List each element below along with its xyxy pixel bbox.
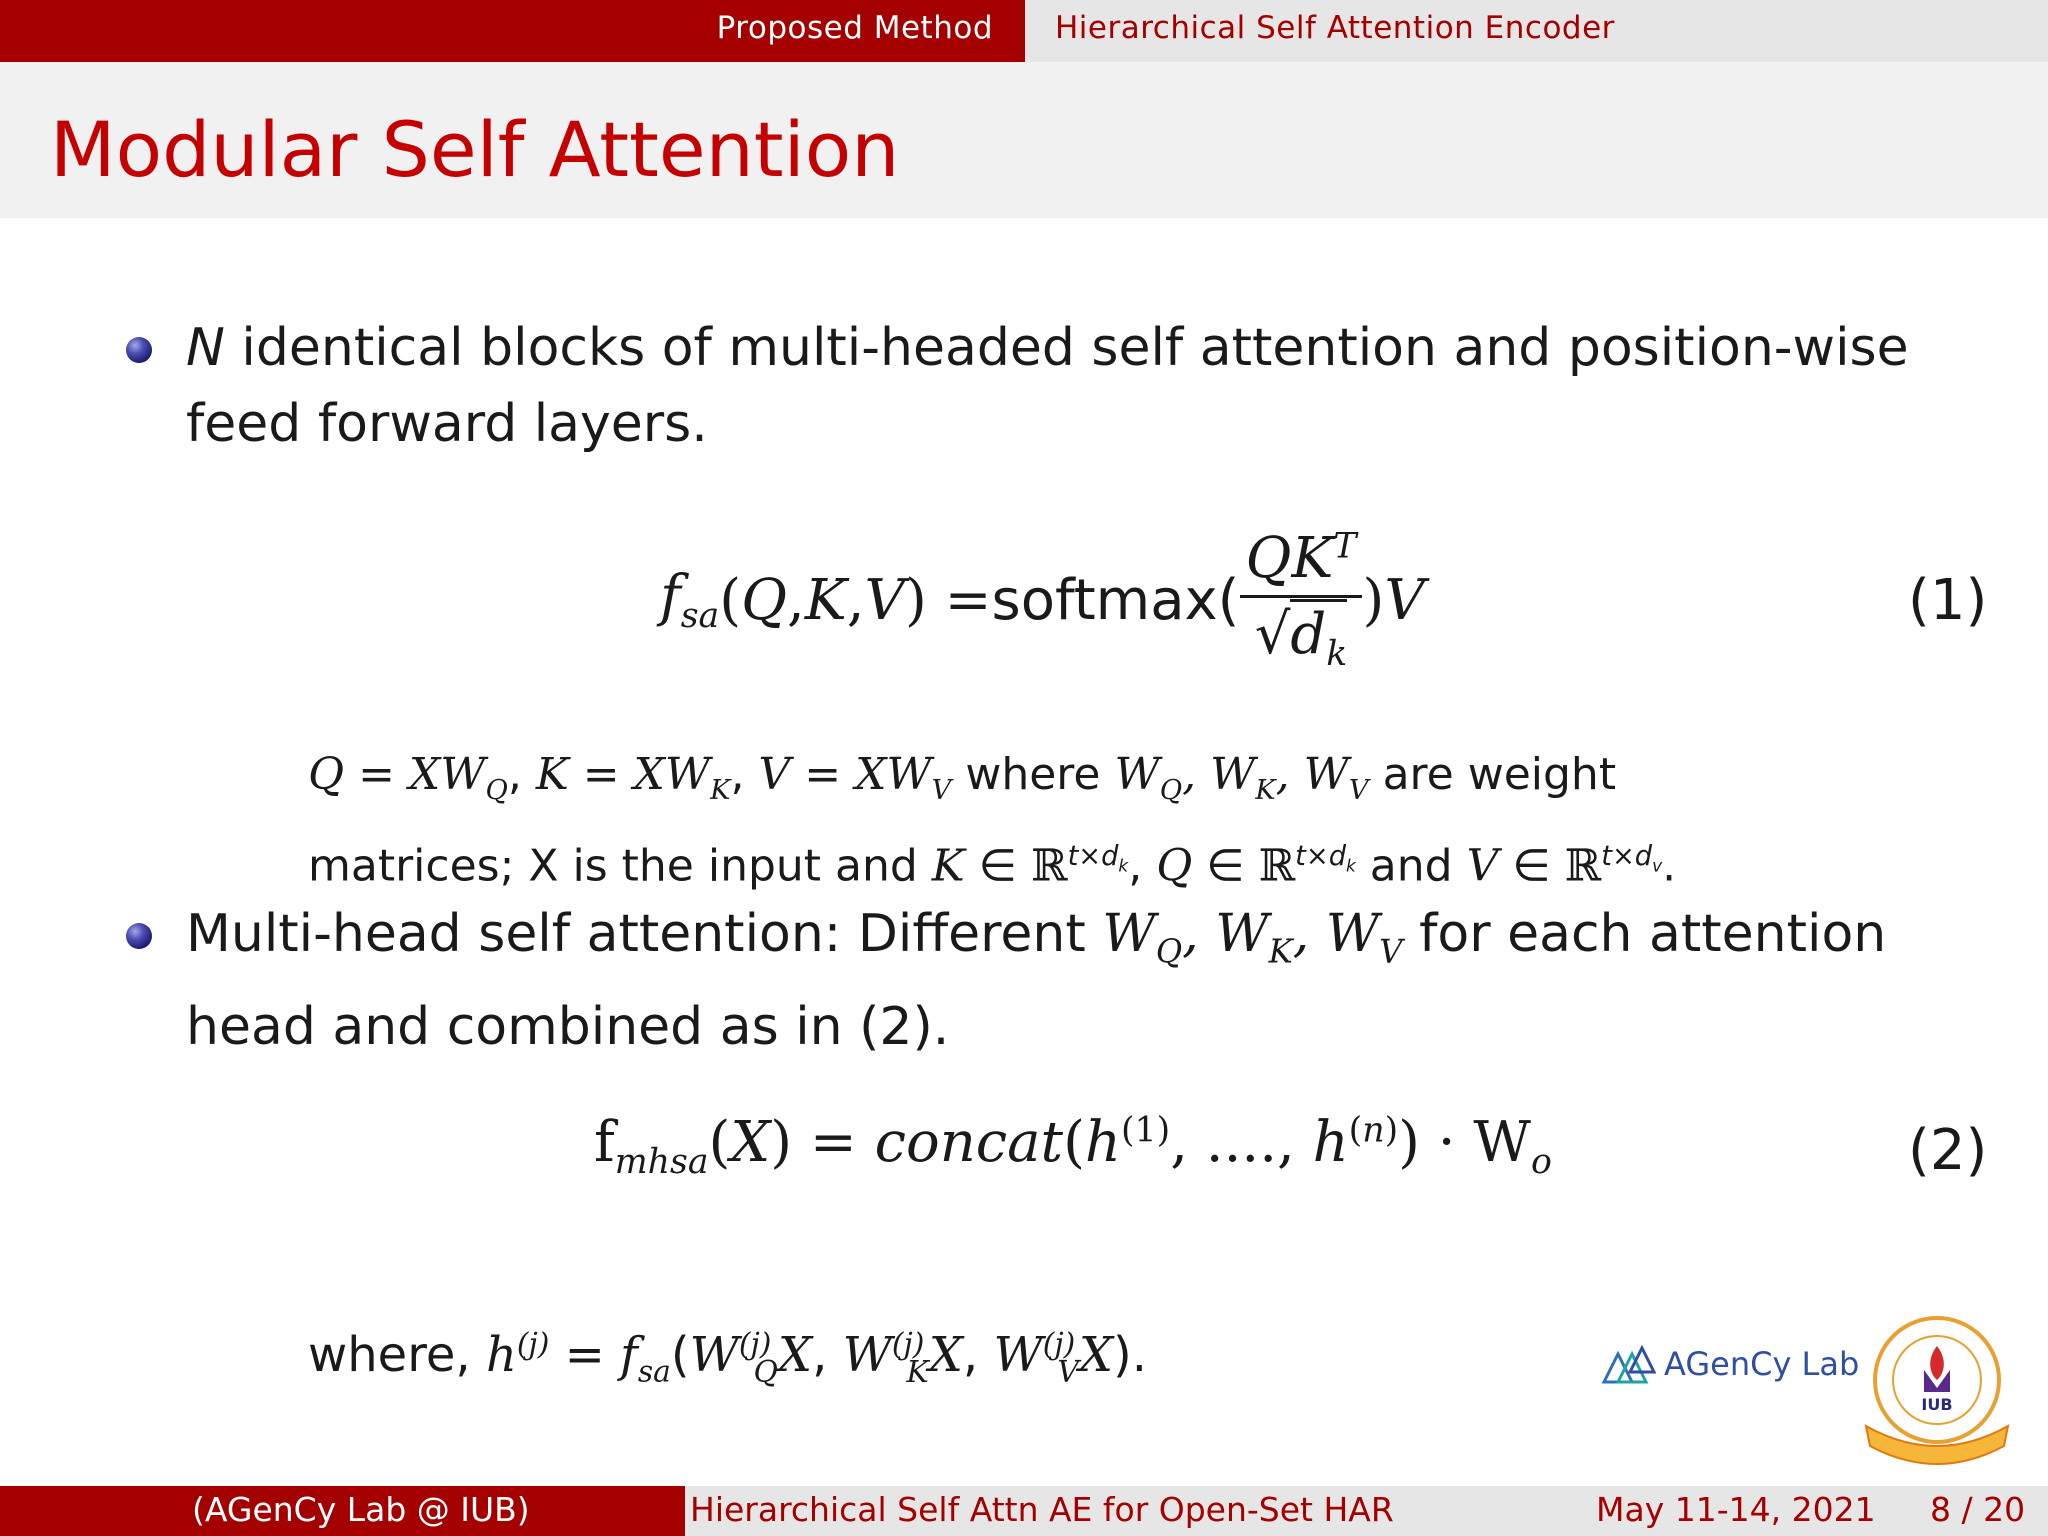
iub-seal-logo xyxy=(1846,1296,2028,1480)
bullet-1-text: identical blocks of multi-headed self attention and position-wise xyxy=(224,318,1909,378)
iub-seal-icon xyxy=(1846,1296,2028,1480)
slide-title: Modular Self Attention xyxy=(50,105,900,194)
header-subsection-bar xyxy=(1025,0,2048,62)
where-line: where, $h^{(j)} = f_{sa}(W^{(j)}_QX$, $W^{(j)}_KX$, $W^{(j)}_VX$). xyxy=(308,1327,1148,1390)
agency-lab-logo xyxy=(1600,1342,1859,1386)
eq2-concat: concat xyxy=(874,1110,1064,1175)
footer-author: (AGenCy Lab @ IUB) xyxy=(192,1490,530,1529)
note-are-weight: are weight xyxy=(1382,749,1617,800)
equation-1-number: (1) xyxy=(1908,568,1988,633)
footer-page-number: 8 / 20 xyxy=(1930,1490,2026,1529)
bullet-text-1 xyxy=(186,310,1986,462)
bullet-1-lead: N xyxy=(186,318,225,378)
bullet-1-text-line2: feed forward layers. xyxy=(186,394,708,454)
iub-seal-text: IUB xyxy=(1921,1395,1953,1414)
agency-lab-text: AGenCy Lab xyxy=(1664,1345,1860,1383)
bullet-2-text: Multi-head self attention: Different xyxy=(186,904,1103,964)
eq1-softmax: softmax( xyxy=(991,567,1240,633)
equation-1-note: $Q = XW_Q$, $K = XW_K$, $V = XW_V$ where $W_Q$, $W_K$, $W_V$ are weight matrices; X is the input and K ∈ ℝ$^{t\times d_k}$, Q ∈ ℝ$^{t\times d_k}$ and V ∈ ℝ$^{t\times d_v}$. xyxy=(308,749,1677,892)
bullet-2-text-line2: head and combined as in (2). xyxy=(186,997,950,1058)
equation-1: $f_{sa}$ ( Q , K , V ) = softmax( $\frac{QK^T}{√d_k}$ ) V xyxy=(660,525,1425,675)
note-and: and xyxy=(1369,840,1453,892)
bullet-marker-2 xyxy=(126,923,152,949)
equation-2: $f_{mhsa}(X)$ = $concat(h^{(1)}$, ...., $h^{(n)}) \cdot W_o$ xyxy=(594,1110,1552,1183)
where-label: where, xyxy=(308,1327,471,1383)
bullet-2-tail: for each attention xyxy=(1402,904,1887,964)
agency-triangles-icon xyxy=(1600,1342,1656,1386)
eq1-fraction: $\frac{QK^T}{√d_k}$ xyxy=(1240,526,1363,674)
footer-date: May 11-14, 2021 xyxy=(1596,1490,1876,1529)
footer-title: Hierarchical Self Attn AE for Open-Set HAR xyxy=(690,1490,1394,1529)
equation-2-number: (2) xyxy=(1908,1118,1988,1183)
note-where: where xyxy=(965,749,1101,800)
header-subsection-title[interactable]: Hierarchical Self Attention Encoder xyxy=(1055,10,1615,46)
bullet-text-2: Multi-head self attention: Different $W_Q$, $W_K$, $W_V$ for each attention head and combined as in (2). xyxy=(186,904,1887,1058)
header-section-bar xyxy=(0,0,1025,62)
header-section-title[interactable]: Proposed Method xyxy=(716,10,993,46)
note-matrices: matrices; X is the input and xyxy=(308,840,918,892)
bullet-marker-1 xyxy=(126,337,152,363)
